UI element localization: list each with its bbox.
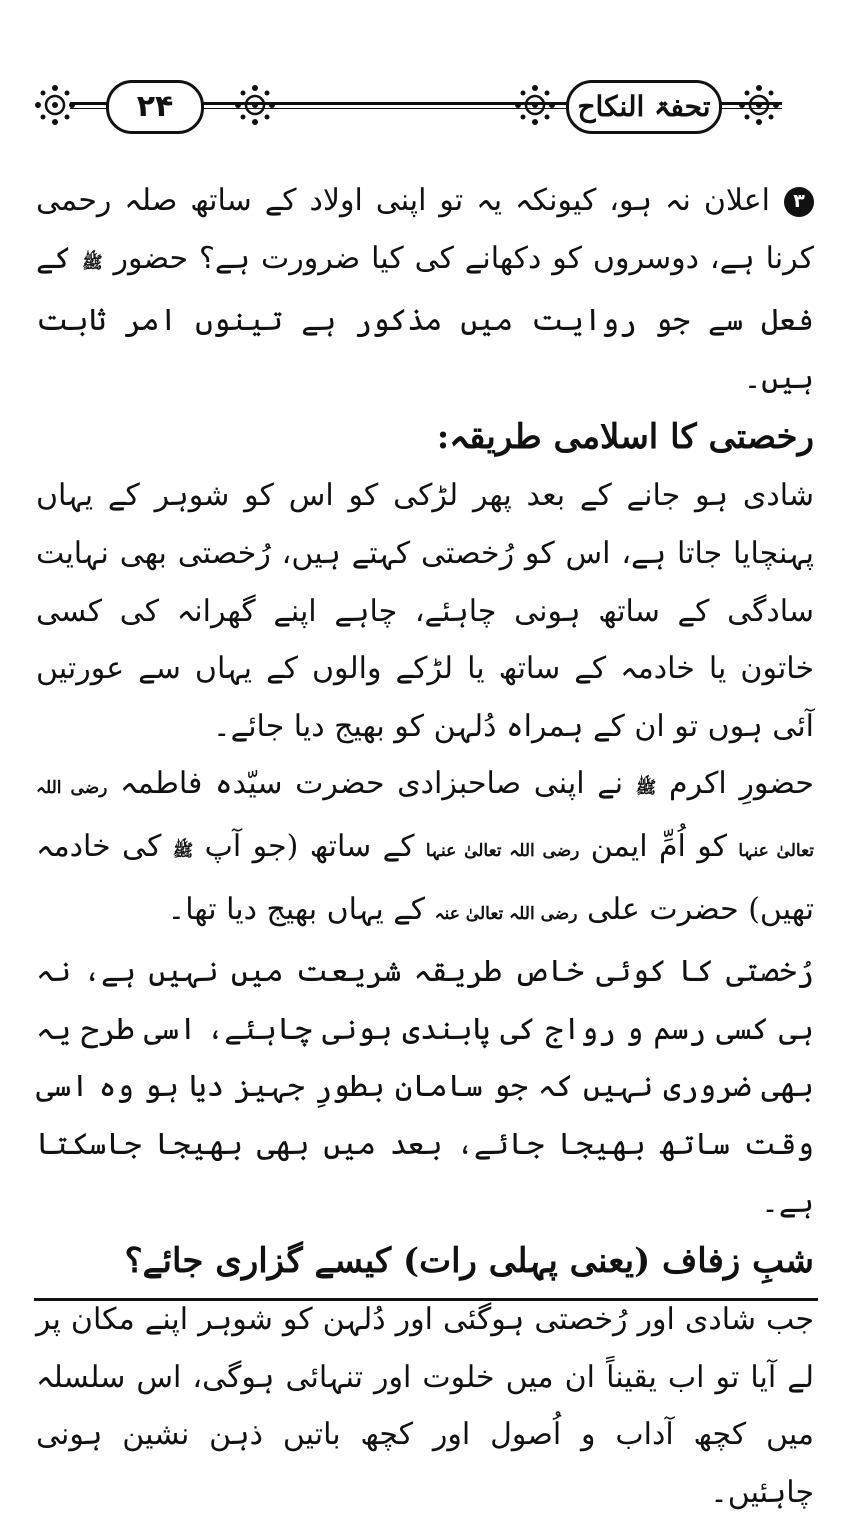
paragraph — [36, 755, 814, 943]
paragraph-text: اعلان نہ ہو، کیونکہ یہ تو اپنی اولاد کے ساتھ صلہ رحمی کرنا ہے، دوسروں کو دکھانے کی کیا ضرورت ہے؟ حضور — [36, 183, 814, 276]
book-title: تحفۃ النکاح — [577, 90, 711, 123]
rosette-ornament-icon — [30, 80, 80, 130]
honorific: رضی اللہ تعالیٰ عنہا — [425, 840, 580, 861]
book-title-cartouche — [566, 80, 722, 134]
page-header — [30, 70, 822, 140]
honorific: ﷺ — [82, 252, 103, 273]
paragraph-text: حضورِ اکرم — [669, 766, 814, 802]
numbered-paragraph — [36, 172, 814, 407]
rosette-ornament-icon — [510, 80, 560, 130]
page-number-cartouche — [106, 80, 204, 134]
paragraph: جب شادی اور رُخصتی ہوگئی اور دُلہن کو شوہر اپنے مکان پر لے آیا تو اب یقیناً ان میں خلوت اور تنہائی ہوگی، اس سلسلہ میں کچھ آداب و اُصول اور کچھ باتیں ذہن نشین ہونی چاہئیں۔ — [36, 1302, 814, 1510]
paragraph-text: کی خادمہ تھیں) حضرت علی — [36, 828, 814, 927]
honorific: ﷺ — [172, 840, 194, 861]
section-heading: رخصتی کا اسلامی طریقہ: — [436, 417, 814, 458]
rosette-ornament-icon — [230, 80, 280, 130]
honorific: رضی اللہ تعالیٰ عنہ — [434, 903, 578, 924]
item-number-badge: ۳ — [784, 187, 814, 217]
section-heading: شبِ زفاف (یعنی پہلی رات) کیسے گزاری جائے؟ — [124, 1241, 814, 1282]
rosette-ornament-icon — [734, 80, 784, 130]
paragraph-text: نے اپنی صاحبزادی حضرت سیّدہ فاطمہ — [120, 766, 624, 802]
paragraph-text: کے ساتھ (جو آپ — [204, 828, 415, 864]
page-body — [36, 172, 814, 1521]
paragraph: رُخصتی کا کوئی خاص طریقہ شریعت میں نہیں ہے، نہ ہی کسی رسم و رواج کی پابندی ہونی چاہئے، اسی طرح یہ بھی ضروری نہیں کہ جو سامان بطورِ جہیز دیا ہو وہ اسی وقت ساتھ بھیجا جائے، بعد میں بھی بھیجا جاسکتا ہے۔ — [36, 954, 814, 1220]
page-number: ۲۴ — [136, 89, 174, 124]
footer-rule — [34, 1298, 818, 1301]
paragraph-text: کے فعل سے جو روایت میں مذکور ہے تینوں امر ثابت ہیں۔ — [36, 240, 814, 396]
paragraph-text: کے یہاں بھیج دیا تھا۔ — [167, 891, 426, 927]
honorific: رضی اللہ تعالیٰ عنہا — [36, 778, 815, 861]
paragraph-text: کو اُمِّ ایمن — [590, 828, 728, 864]
honorific: ﷺ — [635, 778, 657, 799]
paragraph: شادی ہو جانے کے بعد پھر لڑکی کو اس کو شوہر کے یہاں پہنچایا جاتا ہے، اس کو رُخصتی کہتے ہیں، رُخصتی بھی نہایت سادگی کے ساتھ ہونی چاہئے، چاہے اپنے گھرانہ کی کسی خاتون یا خادمہ کے ساتھ یا لڑکے والوں کے یہاں سے عورتیں آئی ہوں تو ان کے ہمراہ دُلہن کو بھیج دیا جائے۔ — [36, 478, 814, 744]
